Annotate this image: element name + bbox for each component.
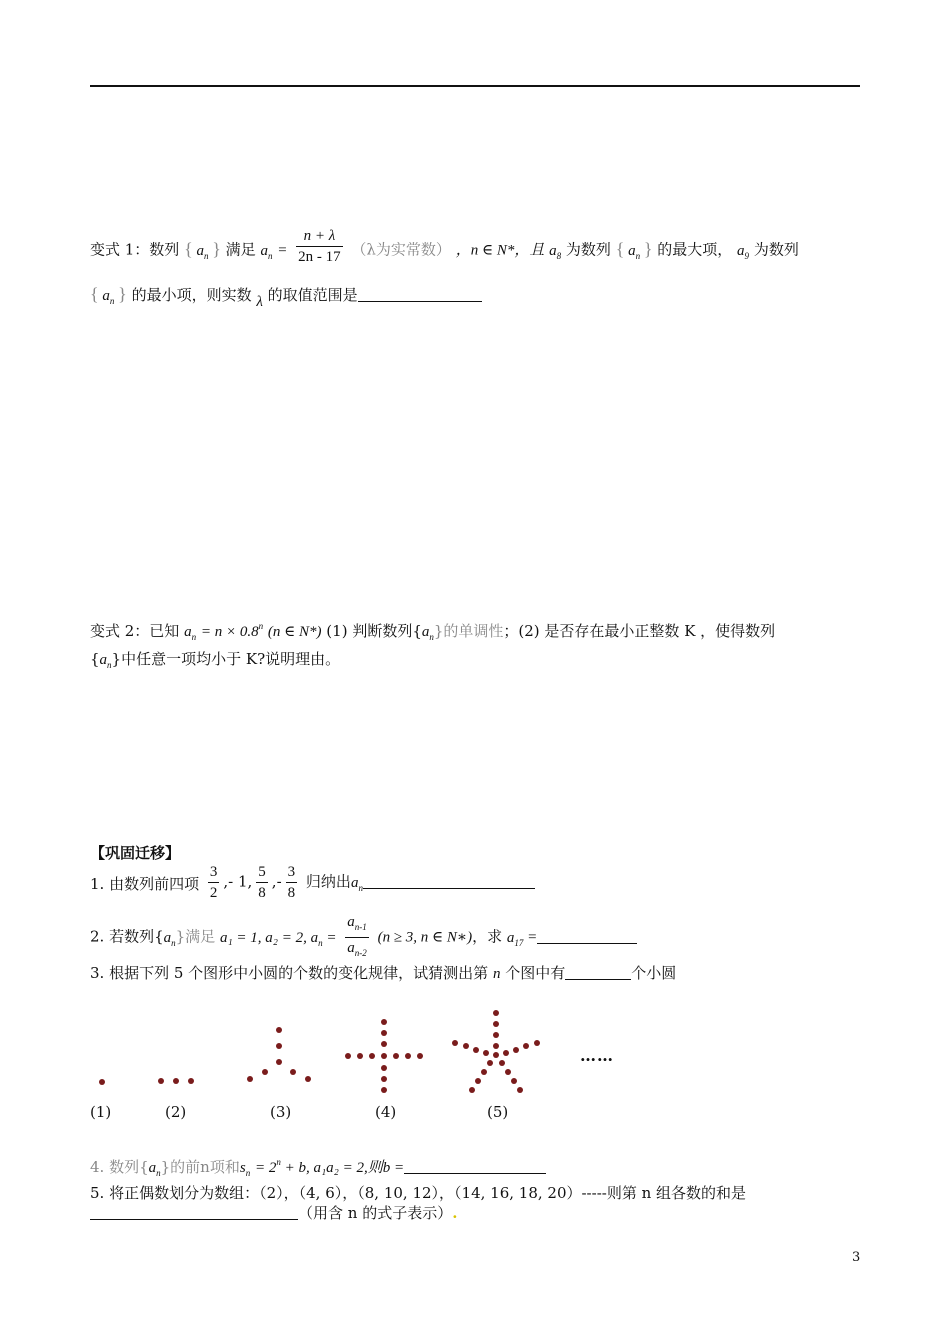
section-title: 【巩固迁移】 — [90, 844, 181, 862]
page-number: 3 — [852, 1250, 861, 1265]
variant2-an-line2: $a_n$ — [99, 652, 112, 670]
q5-tail: （用含 n 的式子表示） — [298, 1204, 453, 1222]
variant2-formula: = $n \times 0.8^n$ — [200, 621, 264, 640]
answer-blank-variant1[interactable] — [358, 287, 482, 302]
q4-sn: $s_n$ — [239, 1160, 251, 1178]
q5-mark: . — [452, 1204, 458, 1222]
figure-label-1: (1) — [90, 1103, 112, 1121]
q2-ask: ，求 — [472, 927, 503, 946]
variant1-line2 — [90, 284, 482, 310]
q1-sep2: ,- — [271, 872, 282, 891]
variant1-text-mid1: 为数列 — [565, 240, 611, 259]
q2-an: $a_n$ — [163, 929, 176, 948]
question-5 — [90, 1182, 746, 1203]
range-text: 的取值范围是 — [267, 286, 358, 304]
question-1 — [90, 862, 535, 903]
figure-label-4: (4) — [375, 1103, 397, 1121]
figures-ellipsis: …… — [580, 1046, 614, 1065]
sequence-an: { $a_n$ } — [184, 238, 221, 261]
variant2-line1 — [90, 620, 775, 642]
q2-fraction: $\frac{a_{n-1}}{a_{n-2}}$ — [347, 914, 367, 958]
variant1-text-mid3: 为数列 — [753, 240, 799, 259]
variant1-text-mid2: 的最大项， — [657, 240, 733, 259]
answer-blank-q2[interactable] — [537, 929, 637, 944]
a9-term: $a_9$ — [737, 242, 750, 261]
question-5-line2 — [90, 1202, 457, 1223]
variant2-q1-end: }的单调性 — [433, 622, 504, 640]
q1-suffix: 归纳出 — [305, 872, 351, 891]
equals-sign: = — [277, 242, 288, 259]
variant1-prefix: 变式 1：数列 — [90, 240, 180, 259]
answer-blank-q3[interactable] — [565, 965, 631, 980]
dot-figures — [0, 1000, 950, 1100]
q4-an: $a_n$ — [148, 1160, 161, 1178]
q4-mid: }的前n项和 — [160, 1158, 240, 1176]
figure-label-2: (2) — [165, 1103, 187, 1121]
figure-3 — [247, 1027, 311, 1082]
variant1-line2-text: 的最小项，则实数 — [131, 286, 252, 304]
q2-prefix: 2. 若数列{ — [90, 927, 164, 946]
figure-4 — [345, 1019, 423, 1093]
variant1-fraction: $\frac{n + \lambda}{2n - 17}$ — [298, 228, 341, 265]
q1-an: $a_n$ — [350, 874, 363, 893]
lambda-symbol: λ — [256, 294, 263, 310]
q3-text2: 个图中有 — [505, 964, 566, 982]
variant2-line2: $\{a_n\}$中任意一项均小于 K?说明理由。 — [90, 650, 341, 670]
sequence-an-2: { $a_n$ } — [615, 238, 653, 261]
answer-blank-q1[interactable] — [363, 874, 535, 889]
sequence-an-3: { $a_n$ } — [90, 284, 127, 306]
variant2-an-inline: $a_n$ — [421, 624, 434, 642]
variant2-an: $a_n$ — [184, 624, 197, 642]
question-2 — [90, 912, 637, 963]
q1-prefix: 1. 由数列前四项 — [90, 874, 200, 893]
q5-text: 5. 将正偶数划分为数组：（2），（4, 6），（8, 10, 12），（14, 16, 18, 20）-----则第 n 组各数的和是 — [90, 1184, 747, 1202]
q3-text3: 个小圆 — [631, 964, 677, 982]
q3-text1: 3. 根据下列 5 个图形中小圆的个数的变化规律，试猜测出第 — [90, 964, 489, 982]
natural-condition: ，n ∈ N*，且 — [455, 242, 545, 259]
q2-mid: }满足 — [175, 927, 216, 946]
variant1-line1 — [90, 230, 799, 271]
figure-1 — [99, 1079, 105, 1085]
variant2-line2-text: }中任意一项均小于 K?说明理由。 — [111, 650, 341, 668]
q2-eq: = — [523, 929, 538, 946]
q1-sep1: ,- 1, — [223, 872, 253, 891]
q2-a17: $a_{17}$ — [506, 929, 524, 948]
answer-blank-q5[interactable] — [90, 1205, 298, 1220]
variant2-q1: (1) 判断数列{ — [326, 622, 422, 640]
q1-frac-2: $\frac{5}{8}$ — [258, 864, 266, 901]
variant1-satisfy: 满足 — [225, 240, 256, 259]
variant2-condition: (n ∈ N*) — [267, 624, 322, 640]
figure-2 — [158, 1078, 194, 1084]
q1-frac-1: $\frac{3}{2}$ — [209, 864, 218, 901]
an-term: $a_n$ — [260, 242, 273, 261]
figure-label-3: (3) — [270, 1103, 292, 1121]
q1-frac-3: $\frac{3}{8}$ — [287, 864, 296, 901]
variant2-prefix: 变式 2：已知 — [90, 622, 180, 640]
header-rule — [90, 85, 860, 87]
a8-term: $a_8$ — [549, 242, 562, 261]
answer-blank-q4[interactable] — [404, 1159, 546, 1174]
q2-given: a₁ = 1, a₂ = 2, $a_n$ = — [219, 929, 337, 948]
figure-label-5: (5) — [487, 1103, 509, 1121]
question-3 — [90, 962, 676, 983]
q2-condition: (n ≥ 3, n ∈ N∗) — [377, 929, 473, 946]
q3-n: n — [492, 966, 501, 982]
figure-5 — [452, 1010, 540, 1093]
q4-formula: = $2^n + b$, a₁a₂ = 2,则b = — [254, 1157, 405, 1176]
lambda-note: （λ为实常数） — [351, 240, 451, 259]
q4-prefix: 4. 数列{ — [90, 1158, 149, 1176]
variant2-q2: ；(2) 是否存在最小正整数 K ，使得数列 — [503, 622, 776, 640]
question-4 — [90, 1156, 546, 1178]
